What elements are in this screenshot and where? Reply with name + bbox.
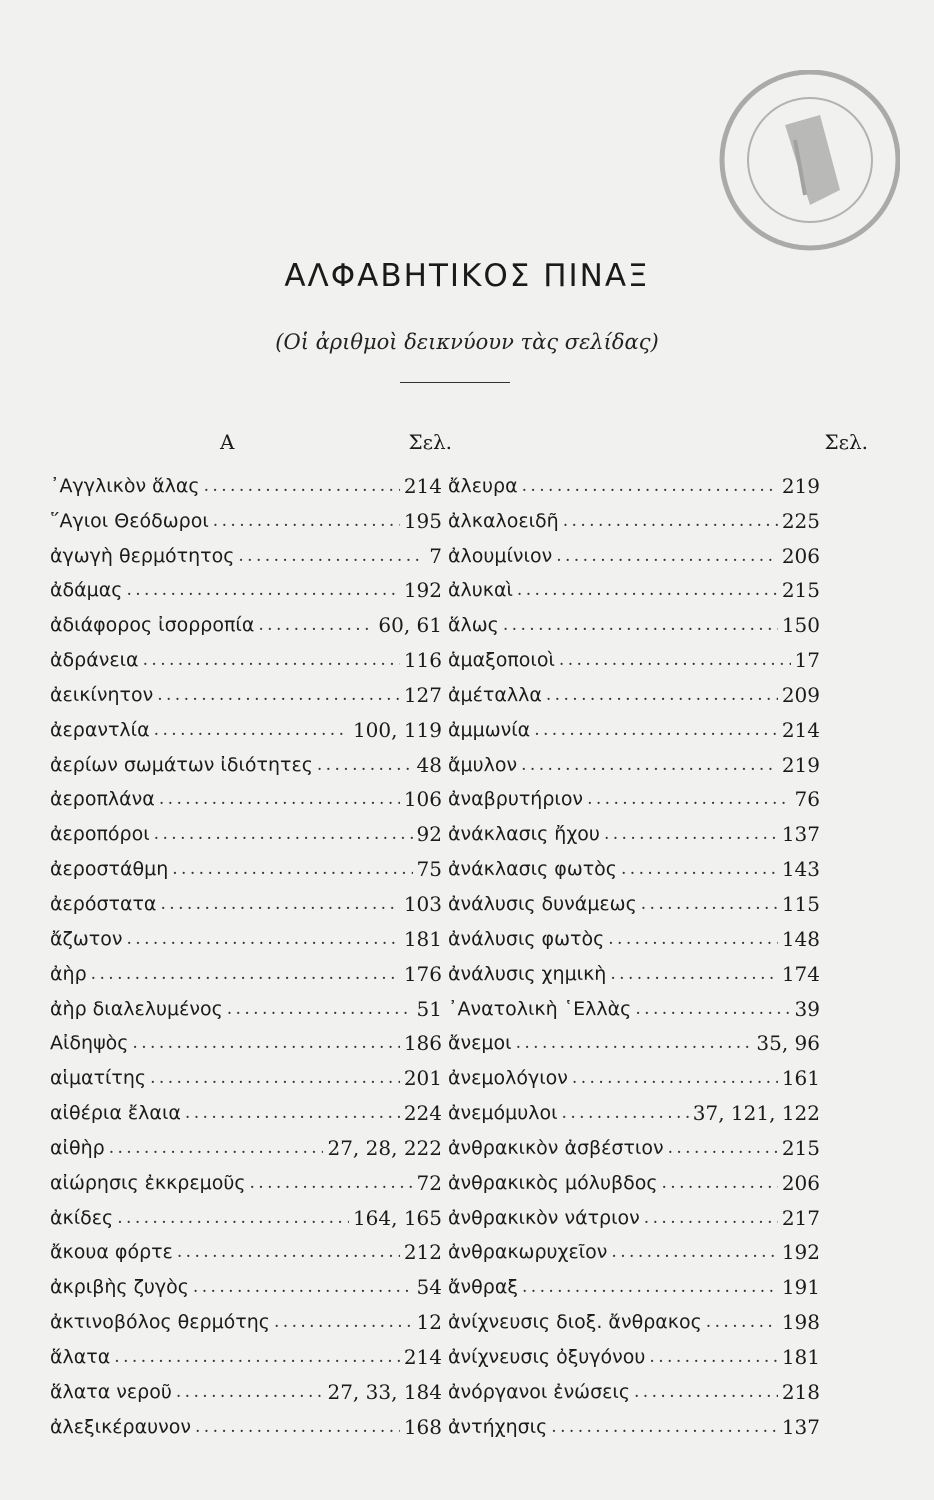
index-entry [50, 499, 442, 534]
index-entry [50, 569, 442, 604]
index-page-number: 27, 28, 222 [327, 1135, 442, 1160]
index-term: ἀὴρ [50, 962, 87, 985]
index-entry [50, 534, 442, 569]
index-page-number: 12 [416, 1310, 442, 1335]
dot-leader [649, 1344, 777, 1370]
dot-leader [193, 1274, 413, 1300]
dot-leader [668, 1135, 778, 1161]
index-list-left [50, 464, 442, 1440]
index-page-number: 214 [781, 717, 820, 742]
index-page-number: 76 [794, 787, 820, 812]
index-term: ἅλως [448, 614, 499, 637]
index-entry [448, 534, 820, 569]
index-entry [448, 1196, 820, 1231]
dot-leader [516, 1030, 753, 1056]
index-page-number: 206 [781, 1170, 820, 1195]
index-page-number: 198 [781, 1310, 820, 1335]
dot-leader [534, 717, 778, 743]
dot-leader [572, 1065, 778, 1091]
index-term: ἀλκαλοειδῆ [448, 509, 559, 532]
dot-leader [154, 717, 349, 743]
dot-leader [126, 577, 399, 603]
index-page-number: 116 [403, 648, 442, 673]
column-header [448, 430, 868, 464]
index-entry [50, 464, 442, 499]
dot-leader [177, 1239, 400, 1265]
index-entry [448, 1022, 820, 1057]
dot-leader [563, 508, 778, 534]
index-term: ἀνθρακικὸν ἀσβέστιον [448, 1136, 664, 1159]
index-term: ἀνθρακικὸν νάτριον [448, 1206, 640, 1229]
index-entry [448, 1231, 820, 1266]
dot-leader [641, 891, 778, 917]
index-term: ἄκουα φόρτε [50, 1241, 173, 1264]
dot-leader [213, 508, 400, 534]
index-term: ἀνάλυσις χημικὴ [448, 962, 607, 985]
library-stamp [700, 70, 900, 270]
index-term: ῞Αγιοι Θεόδωροι [50, 509, 209, 532]
index-entry [50, 1056, 442, 1091]
index-page-number: 201 [403, 1066, 442, 1091]
index-page-number: 103 [403, 891, 442, 916]
index-term: ἀμμωνία [448, 718, 531, 741]
index-page-number: 127 [403, 682, 442, 707]
index-term: ἀγωγὴ θερμότητος [50, 544, 235, 567]
index-entry [448, 1405, 820, 1440]
index-page-number: 150 [781, 613, 820, 638]
index-term: ᾿Ανατολικὴ ῾Ελλὰς [448, 997, 632, 1020]
index-term: ἀδάμας [50, 579, 123, 602]
index-term: ἀνθρακωρυχεῖον [448, 1241, 608, 1264]
index-entry [50, 1265, 442, 1300]
index-entry [448, 1126, 820, 1161]
index-entry [448, 1265, 820, 1300]
dot-leader [559, 647, 791, 673]
dot-leader [644, 1205, 778, 1231]
index-term: ἀντήχησις [448, 1415, 548, 1438]
page-subtitle: (Οἱ ἀριθμοὶ δεικνύουν τὰς σελίδας) [275, 330, 659, 354]
dot-leader [154, 821, 413, 847]
index-page-number: 218 [781, 1379, 820, 1404]
index-page-number: 219 [781, 473, 820, 498]
index-page-number: 148 [781, 926, 820, 951]
index-entry [448, 812, 820, 847]
dot-leader [522, 473, 778, 499]
index-entry [50, 1335, 442, 1370]
index-term: ἅλατα νεροῦ [50, 1380, 172, 1403]
index-entry [50, 987, 442, 1022]
index-page-number: 195 [403, 508, 442, 533]
index-entry [50, 708, 442, 743]
index-term: ἀνθρακικὸς μόλυβδος [448, 1171, 658, 1194]
dot-leader [661, 1170, 777, 1196]
index-term: ἅλατα [50, 1345, 111, 1368]
index-page-number: 214 [403, 1344, 442, 1369]
index-term: ἀδράνεια [50, 649, 139, 672]
dot-leader [143, 647, 400, 673]
index-page-number: 214 [403, 473, 442, 498]
index-term: ἀκίδες [50, 1206, 114, 1229]
index-entry [50, 1022, 442, 1057]
index-entry [50, 1161, 442, 1196]
index-term: ἀερίων σωμάτων ἰδιότητες [50, 753, 313, 776]
index-list-right [448, 464, 840, 1440]
dot-leader [610, 961, 777, 987]
dot-leader [608, 926, 778, 952]
index-page-number: 7 [429, 543, 442, 568]
index-term: ἀερόστατα [50, 892, 157, 915]
page-title: ΑΛΦΑΒΗΤΙΚΟΣ ΠΙΝΑΞ [284, 258, 650, 294]
index-page-number: 100, 119 [352, 717, 442, 742]
index-term: ᾿Αγγλικὸν ἅλας [50, 474, 200, 497]
dot-leader [317, 752, 413, 778]
index-page-number: 224 [403, 1101, 442, 1126]
dot-leader [634, 1379, 778, 1405]
index-page-number: 192 [781, 1240, 820, 1265]
index-page-number: 51 [416, 996, 442, 1021]
index-page-number: 137 [781, 822, 820, 847]
index-term: ἀεροπόροι [50, 823, 150, 846]
index-term: ἀνίχνευσις ὀξυγόνου [448, 1345, 646, 1368]
dot-leader [621, 856, 778, 882]
index-entry [448, 987, 820, 1022]
index-term: ἀκτινοβόλος θερμότης [50, 1311, 270, 1334]
index-entry [50, 638, 442, 673]
dot-leader [274, 1309, 413, 1335]
index-term: αἰθέρια ἔλαια [50, 1102, 181, 1125]
index-page-number: 206 [781, 543, 820, 568]
index-entry [448, 1300, 820, 1335]
index-page-number: 17 [794, 648, 820, 673]
index-page-number: 174 [781, 961, 820, 986]
index-term: ἀμέταλλα [448, 683, 542, 706]
title-divider [400, 382, 510, 383]
index-page-number: 209 [781, 682, 820, 707]
dot-leader [159, 786, 400, 812]
index-entry [50, 778, 442, 813]
dot-leader [503, 612, 778, 638]
index-entry [448, 847, 820, 882]
index-entry [50, 1405, 442, 1440]
index-term: ἀνάλυσις φωτὸς [448, 927, 605, 950]
dot-leader [706, 1309, 778, 1335]
index-term: ἄλευρα [448, 474, 518, 497]
dot-leader [258, 612, 374, 638]
index-entry [448, 1161, 820, 1196]
section-letter: Α [220, 430, 235, 454]
index-entry [448, 778, 820, 813]
index-term: Αἰδηψὸς [50, 1032, 129, 1055]
index-page-number: 143 [781, 857, 820, 882]
index-page-number: 215 [781, 1135, 820, 1160]
dot-leader [126, 926, 399, 952]
index-page-number: 39 [794, 996, 820, 1021]
dot-leader [132, 1030, 399, 1056]
index-page-number: 168 [403, 1414, 442, 1439]
page-column-label: Σελ. [824, 430, 868, 454]
index-entry [50, 812, 442, 847]
index-page-number: 219 [781, 752, 820, 777]
index-entry [50, 743, 442, 778]
index-column-right [448, 430, 868, 1440]
index-term: ἀνίχνευσις διοξ. ἄνθρακος [448, 1311, 702, 1334]
index-entry [50, 673, 442, 708]
index-page-number: 48 [416, 752, 442, 777]
dot-leader [204, 473, 400, 499]
dot-leader [227, 996, 413, 1022]
index-entry [50, 1196, 442, 1231]
index-term: ἄνθραξ [448, 1276, 518, 1299]
dot-leader [611, 1239, 777, 1265]
index-entry [50, 952, 442, 987]
index-term: ἀλουμίνιον [448, 544, 553, 567]
dot-leader [521, 752, 778, 778]
dot-leader [91, 961, 400, 987]
index-term: ἀνεμολόγιον [448, 1067, 568, 1090]
dot-leader [546, 682, 778, 708]
index-entry [50, 1126, 442, 1161]
column-header [50, 430, 452, 464]
index-term: ἀδιάφορος ἰσορροπία [50, 614, 255, 637]
index-page-number: 106 [403, 787, 442, 812]
index-page-number: 35, 96 [756, 1031, 820, 1056]
index-page-number: 212 [403, 1240, 442, 1265]
dot-leader [160, 891, 399, 917]
index-term: αἱματίτης [50, 1067, 147, 1090]
index-entry [448, 1091, 820, 1126]
index-page-number: 75 [416, 857, 442, 882]
dot-leader [562, 1100, 689, 1126]
dot-leader [551, 1414, 778, 1440]
index-page-number: 176 [403, 961, 442, 986]
index-entry [448, 569, 820, 604]
dot-leader [117, 1205, 349, 1231]
index-term: ἀνάκλασις ἤχου [448, 823, 600, 846]
index-entry [448, 952, 820, 987]
dot-leader [172, 856, 412, 882]
index-page-number: 60, 61 [378, 613, 442, 638]
index-entry [50, 603, 442, 638]
index-entry [448, 708, 820, 743]
index-page-number: 181 [781, 1344, 820, 1369]
index-entry [50, 882, 442, 917]
index-page-number: 186 [403, 1031, 442, 1056]
dot-leader [587, 786, 790, 812]
index-entry [50, 1300, 442, 1335]
index-term: ἀνάκλασις φωτὸς [448, 858, 617, 881]
index-entry [50, 1370, 442, 1405]
index-term: ἀλεξικέραυνον [50, 1415, 191, 1438]
index-page-number: 92 [416, 822, 442, 847]
index-term: αἰώρησις ἐκκρεμοῦς [50, 1171, 246, 1194]
index-entry [448, 917, 820, 952]
index-page-number: 27, 33, 184 [327, 1379, 442, 1404]
index-term: ἀεροστάθμη [50, 858, 169, 881]
dot-leader [185, 1100, 400, 1126]
index-column-left [50, 430, 452, 1440]
index-entry [50, 1091, 442, 1126]
index-page-number: 161 [781, 1066, 820, 1091]
index-page-number: 137 [781, 1414, 820, 1439]
index-page-number: 225 [781, 508, 820, 533]
index-term: ἄνεμοι [448, 1032, 512, 1055]
index-entry [448, 603, 820, 638]
index-entry [448, 499, 820, 534]
index-entry [50, 917, 442, 952]
index-page-number: 37, 121, 122 [692, 1101, 820, 1126]
index-entry [448, 638, 820, 673]
dot-leader [157, 682, 400, 708]
index-page-number: 54 [416, 1275, 442, 1300]
index-entry [448, 743, 820, 778]
index-term: ἀεικίνητον [50, 683, 154, 706]
dot-leader [109, 1135, 324, 1161]
index-term: ἀκριβὴς ζυγὸς [50, 1276, 189, 1299]
index-term: ἀὴρ διαλελυμένος [50, 997, 223, 1020]
index-entry [50, 1231, 442, 1266]
index-page-number: 192 [403, 578, 442, 603]
index-term: ἀνεμόμυλοι [448, 1102, 558, 1125]
index-entry [448, 882, 820, 917]
index-term: ἁμαξοποιοὶ [448, 649, 555, 672]
page-column-label: Σελ. [408, 430, 452, 454]
dot-leader [176, 1379, 324, 1405]
index-page-number: 115 [781, 891, 820, 916]
dot-leader [556, 543, 778, 569]
index-page-number: 215 [781, 578, 820, 603]
index-page-number: 181 [403, 926, 442, 951]
index-page-number: 217 [781, 1205, 820, 1230]
dot-leader [635, 996, 790, 1022]
dot-leader [238, 543, 425, 569]
dot-leader [517, 577, 778, 603]
index-term: ἄμυλον [448, 753, 518, 776]
dot-leader [195, 1414, 400, 1440]
dot-leader [249, 1170, 412, 1196]
dot-leader [604, 821, 778, 847]
index-term: ἀνόργανοι ἐνώσεις [448, 1380, 630, 1403]
index-term: ἄζωτον [50, 927, 123, 950]
dot-leader [150, 1065, 400, 1091]
dot-leader [114, 1344, 400, 1370]
index-page-number: 164, 165 [352, 1205, 442, 1230]
index-page-number: 191 [781, 1275, 820, 1300]
index-term: ἀεραντλία [50, 718, 150, 741]
index-entry [448, 673, 820, 708]
dot-leader [522, 1274, 778, 1300]
index-term: ἀναβρυτήριον [448, 788, 584, 811]
index-entry [448, 1370, 820, 1405]
index-entry [448, 1056, 820, 1091]
index-entry [448, 464, 820, 499]
index-page-number: 72 [416, 1170, 442, 1195]
index-term: ἀνάλυσις δυνάμεως [448, 892, 637, 915]
index-term: ἀεροπλάνα [50, 788, 155, 811]
index-entry [50, 847, 442, 882]
index-term: ἀλυκαὶ [448, 579, 513, 602]
index-term: αἰθὴρ [50, 1136, 105, 1159]
index-entry [448, 1335, 820, 1370]
